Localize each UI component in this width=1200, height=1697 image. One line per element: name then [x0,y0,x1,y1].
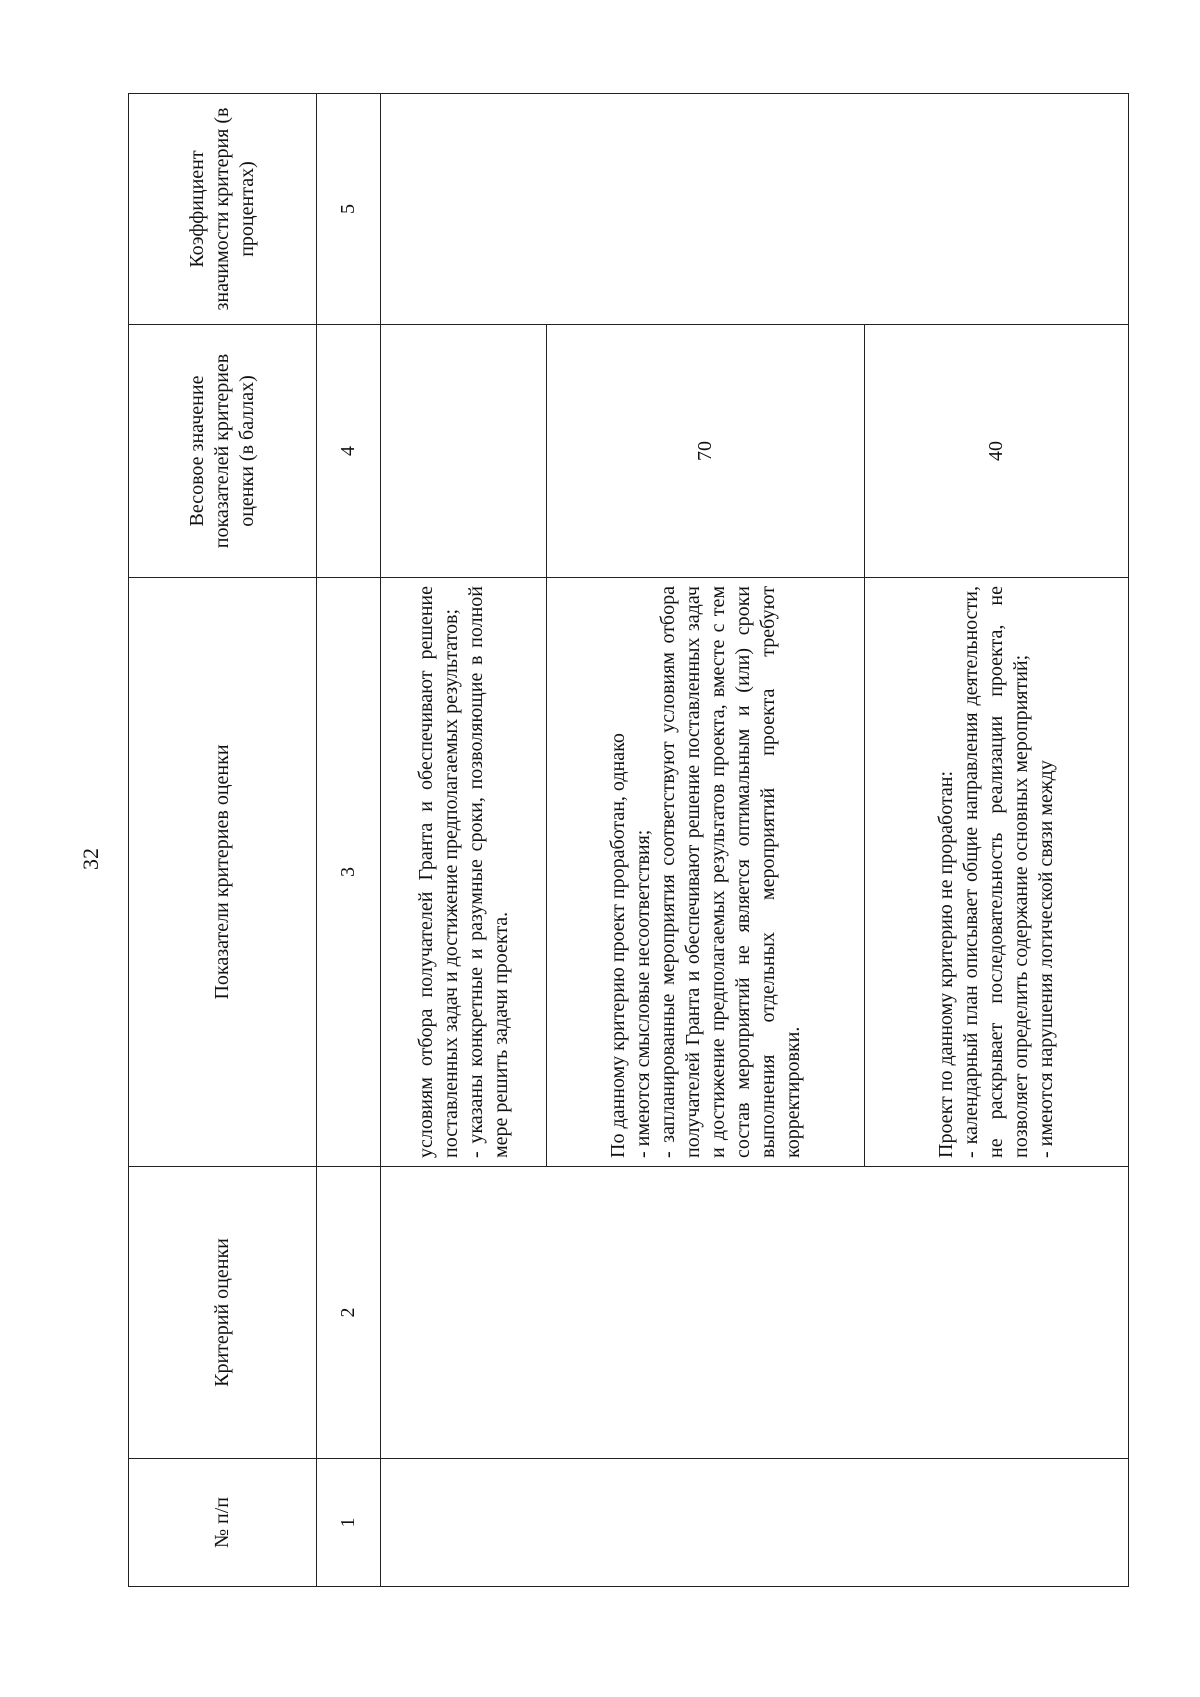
indicator-line: - имеются нарушения логической связи между [1035,760,1057,1158]
indicator-line: - запланированные мероприятия соответствуют условиям отбора получателей Гранта и обеспечивают решение поставленных задач и достижение предполагаемых результатов проекта, вместе с тем состав мероприятий не является оптимальным и (или) сроки выполнения отдельных мероприятий проекта требуют корректировки. [656,586,804,1158]
weight-cell: 70 [547,325,865,578]
header-num: № п/п [129,1459,317,1587]
header-row [129,94,317,1587]
header-criterion: Критерий оценки [129,1167,317,1459]
weight-cell: 40 [865,325,1129,578]
indicator-line: - календарный план описывает общие направления деятельности, не раскрывает последовательность реализации проекта, не позволяет определить содержание основных мероприятий; [960,586,1032,1158]
indicator-cell [865,578,1129,1167]
col-number: 1 [317,1459,381,1587]
col-number: 3 [317,578,381,1167]
indicator-cell [381,578,547,1167]
indicator-line: условиям отбора получателей Гранта и обеспечивают решение поставленных задач и достижение предполагаемых результатов; [414,586,462,1158]
header-indicators: Показатели критериев оценки [129,578,317,1167]
col-number: 5 [317,94,381,325]
col-number: 4 [317,325,381,578]
indicator-line: - имеются смысловые несоответствия; [631,829,654,1158]
column-number-row [317,94,381,1587]
criteria-table [128,93,1129,1587]
header-coef: Коэффициент значимости критерия (в процентах) [129,94,317,325]
num-cell [381,1459,1129,1587]
indicator-cell [547,578,865,1167]
indicator-line: - указаны конкретные и разумные сроки, позволяющие в полной мере решить задачи проекта. [464,586,512,1158]
indicator-line: По данному критерию проект проработан, однако [606,733,629,1158]
col-number: 2 [317,1167,381,1459]
rotated-table-container [128,94,1128,1587]
weight-cell [381,325,547,578]
coef-cell [381,94,1129,325]
page-number: 32 [78,848,103,870]
table-row [381,94,547,1587]
header-weight: Весовое значение показателей критериев оценки (в баллах) [129,325,317,578]
criterion-cell [381,1167,1129,1459]
indicator-line: Проект по данному критерию не проработан: [935,770,957,1158]
